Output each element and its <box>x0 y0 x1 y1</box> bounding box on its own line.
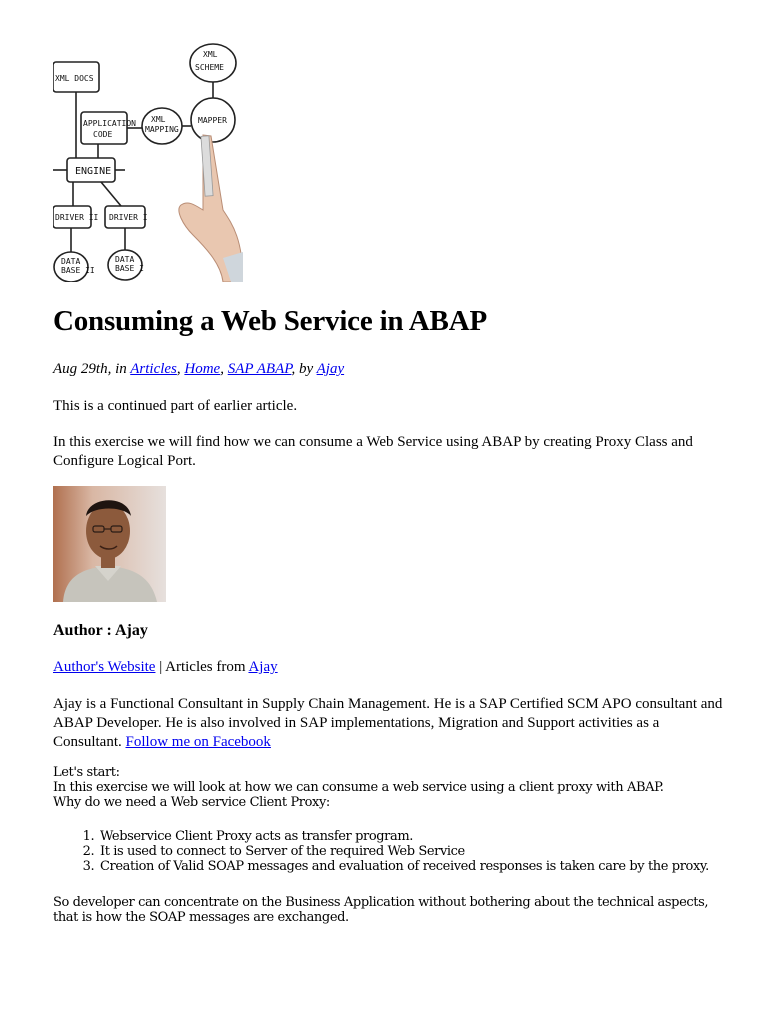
author-avatar <box>53 486 166 602</box>
author-links: Author's Website | Articles from Ajay <box>53 659 278 675</box>
reasons-list <box>53 829 733 874</box>
hero-illustration <box>53 40 243 282</box>
author-website-link[interactable]: Author's Website <box>53 659 156 675</box>
svg-text:CODE: CODE <box>93 130 113 139</box>
svg-text:ENGINE: ENGINE <box>75 166 112 177</box>
svg-text:DRIVER II: DRIVER II <box>55 213 99 222</box>
article-meta: Aug 29th, in Articles, Home, SAP ABAP, by Ajay <box>53 361 345 377</box>
meta-date: Aug 29th, in <box>53 361 131 377</box>
svg-text:MAPPER: MAPPER <box>198 116 227 125</box>
category-link-home[interactable]: Home <box>184 361 221 377</box>
node-xml-docs: XML DOCS <box>55 74 94 83</box>
hand-graphic <box>179 135 243 282</box>
svg-text:DATA: DATA <box>115 255 135 264</box>
article-title: Consuming a Web Service in ABAP <box>53 305 487 337</box>
lets-start-text: Let's start: <box>53 765 120 780</box>
category-link-sap-abap[interactable]: SAP ABAP <box>227 361 292 377</box>
facebook-link[interactable]: Follow me on Facebook <box>125 734 271 750</box>
svg-text:DATA: DATA <box>61 257 81 266</box>
why-proxy-text: Why do we need a Web service Client Proxy: <box>53 795 330 810</box>
exercise-text: In this exercise we will look at how we can consume a web service using a client proxy with ABAP. <box>53 780 664 795</box>
svg-text:XML: XML <box>151 115 166 124</box>
svg-text:APPLICATION: APPLICATION <box>83 119 136 128</box>
category-link-articles[interactable]: Articles <box>130 361 177 377</box>
list-item: 1. Webservice Client Proxy acts as transfer program. <box>98 829 733 844</box>
svg-text:DRIVER I: DRIVER I <box>109 213 148 222</box>
svg-text:BASE I: BASE I <box>115 264 144 273</box>
intro-paragraph-1: This is a continued part of earlier article. <box>53 398 298 414</box>
author-bio: Ajay is a Functional Consultant in Supply Chain Management. He is a SAP Certified SCM APO consultant and ABAP Developer. He is also involved in SAP implementations, Migration and Support activities as a Consultant. Follow me on Facebook <box>53 696 723 750</box>
svg-text:SCHEME: SCHEME <box>195 63 224 72</box>
articles-from-author-link[interactable]: Ajay <box>248 659 278 675</box>
svg-text:MAPPING: MAPPING <box>145 125 179 134</box>
author-link[interactable]: Ajay <box>316 361 345 377</box>
author-heading: Author : Ajay <box>53 622 148 639</box>
body-intro <box>53 765 733 810</box>
closing-paragraph: So developer can concentrate on the Business Application without bothering about the technical aspects, that is how the SOAP messages are exchanged. <box>53 895 709 925</box>
svg-text:BASE II: BASE II <box>61 266 95 275</box>
intro-paragraph-2: In this exercise we will find how we can consume a Web Service using ABAP by creating Proxy Class and Configure Logical Port. <box>53 434 693 469</box>
list-item: 2. It is used to connect to Server of the required Web Service <box>98 844 733 859</box>
list-item: 3. Creation of Valid SOAP messages and evaluation of received responses is taken care by the proxy. <box>98 859 733 874</box>
xml-architecture-sketch <box>53 40 243 282</box>
svg-text:XML: XML <box>203 50 218 59</box>
